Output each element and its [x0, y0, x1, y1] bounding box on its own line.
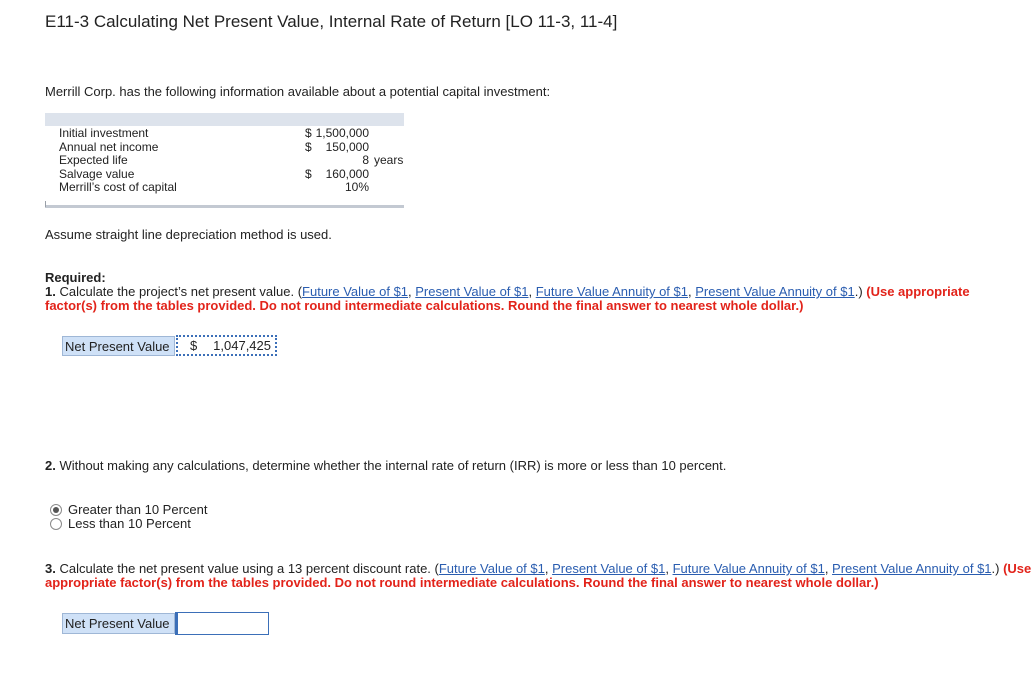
row-label: Merrill’s cost of capital	[59, 180, 177, 194]
row-label: Salvage value	[59, 167, 135, 181]
table-row	[45, 181, 404, 194]
table-row	[45, 154, 404, 167]
row-currency: $	[305, 126, 312, 140]
question-number: 3.	[45, 561, 56, 576]
instruction-text: (Use appropriate	[866, 284, 970, 299]
npv-13-label: Net Present Value	[62, 613, 175, 634]
option-label: Greater than 10 Percent	[68, 502, 208, 517]
row-label: Initial investment	[59, 126, 149, 140]
future-value-annuity-link[interactable]: Future Value Annuity of $1	[535, 284, 688, 299]
table-header-bar	[45, 113, 404, 126]
investment-info-table	[45, 113, 404, 207]
present-value-link[interactable]: Present Value of $1	[552, 561, 666, 576]
row-value: 10%	[344, 180, 369, 194]
future-value-annuity-link[interactable]: Future Value Annuity of $1	[672, 561, 825, 576]
page-title: E11-3 Calculating Net Present Value, Internal Rate of Return [LO 11-3, 11-4]	[45, 12, 618, 31]
row-value: 150,000	[325, 140, 369, 154]
question-text: Calculate the project’s net present value. (	[55, 284, 303, 299]
question-2	[45, 458, 726, 473]
radio-selected-icon[interactable]	[50, 504, 62, 516]
currency-symbol: $	[190, 338, 198, 353]
row-value: 160,000	[325, 167, 369, 181]
present-value-annuity-link[interactable]: Present Value Annuity of $1	[695, 284, 855, 299]
row-value: 8	[362, 153, 369, 167]
instruction-text: (Use	[1003, 561, 1031, 576]
row-unit: years	[374, 153, 404, 167]
question-text: Calculate the net present value using a 13 percent discount rate. (	[55, 561, 439, 576]
question-1: 1. Calculate the project’s net present value. (Future Value of $1, Present Value of $1, Future Value Annuity of $1, Present Value Annuity of $1.) (Use appropriate factor(s) from the tables provided. Do not round intermediate calculations. Round the final answer to nearest whole dollar.)	[45, 284, 970, 313]
npv-answer-field[interactable]	[176, 335, 277, 356]
row-label: Expected life	[59, 153, 128, 167]
present-value-annuity-link[interactable]: Present Value Annuity of $1	[832, 561, 992, 576]
assumption-text: Assume straight line depreciation method is used.	[45, 227, 332, 242]
row-label: Annual net income	[59, 140, 159, 154]
present-value-link[interactable]: Present Value of $1	[415, 284, 529, 299]
row-value: 1,500,000	[315, 126, 369, 140]
option-label: Less than 10 Percent	[68, 516, 191, 531]
intro-text: Merrill Corp. has the following information available about a potential capital investment:	[45, 84, 551, 99]
question-3: 3. Calculate the net present value using a 13 percent discount rate. (Future Value of $1, Present Value of $1, Future Value Annuity of $1, Present Value Annuity of $1.) (Use appropriate factor(s) from the tables provided. Do not round intermediate calculations. Round the final answer to nearest whole dollar.)	[45, 561, 1031, 590]
question-number: 1.	[45, 284, 56, 299]
required-heading: Required:	[45, 270, 106, 285]
npv-answer-value: 1,047,425	[213, 338, 271, 353]
future-value-link[interactable]: Future Value of $1	[302, 284, 409, 299]
npv-label: Net Present Value	[62, 336, 175, 356]
table-footer-bar	[45, 205, 404, 208]
row-currency: $	[305, 167, 312, 181]
table-corner-mark	[45, 201, 46, 207]
npv-13-input[interactable]	[175, 612, 269, 635]
table-row	[45, 127, 404, 140]
radio-unselected-icon[interactable]	[50, 518, 62, 530]
row-currency: $	[305, 140, 312, 154]
instruction-text-cont: factor(s) from the tables provided. Do not round intermediate calculations. Round the final answer to nearest whole dollar.)	[45, 298, 804, 313]
instruction-text-cont: appropriate factor(s) from the tables provided. Do not round intermediate calculations. Round the final answer to nearest whole dollar.)	[45, 575, 879, 590]
question-text: Without making any calculations, determine whether the internal rate of return (IRR) is more or less than 10 percent.	[55, 458, 727, 473]
future-value-link[interactable]: Future Value of $1	[438, 561, 545, 576]
question-number: 2.	[45, 458, 56, 473]
